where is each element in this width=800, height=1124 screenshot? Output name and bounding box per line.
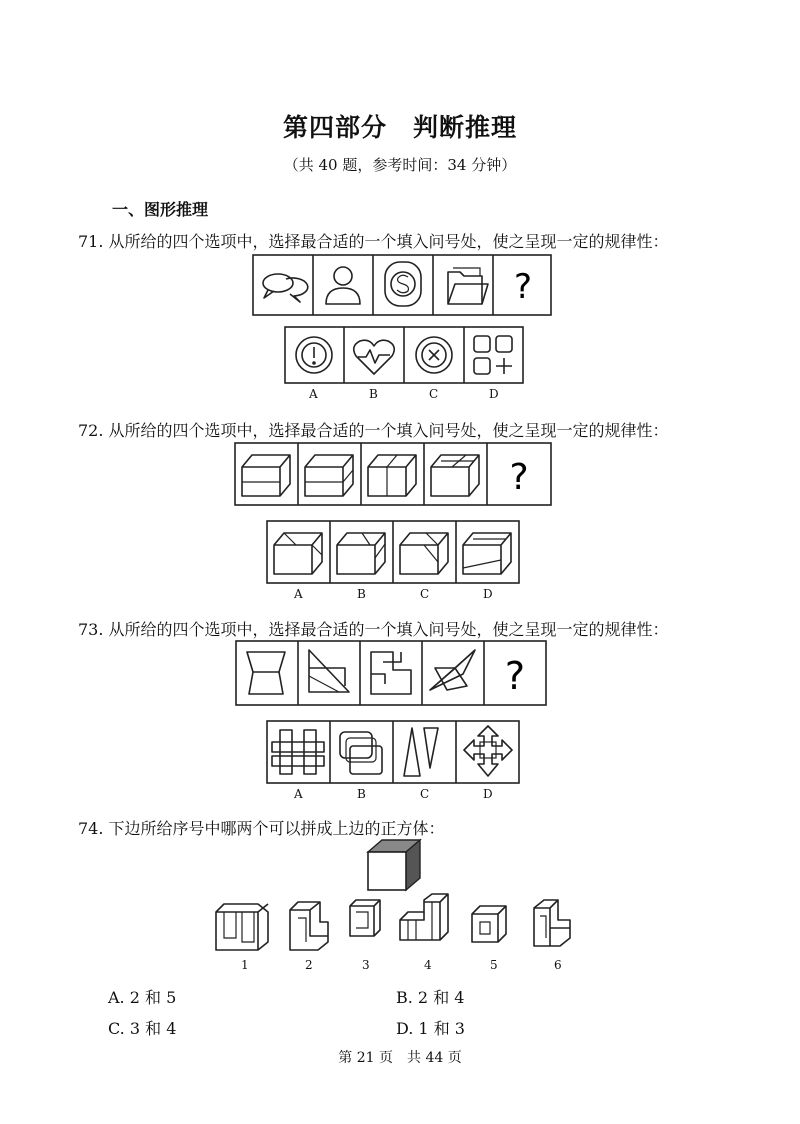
q73-option-b[interactable]: B: [357, 787, 366, 801]
box-figure-1: [242, 455, 290, 496]
box-figure-2: [305, 455, 353, 496]
q74-cube-figures: [210, 838, 590, 978]
q72-stem-figures: [234, 442, 552, 506]
chat-bubbles-icon: [263, 274, 308, 302]
question-74-text: 74. 下边所给序号中哪两个可以拼成上边的正方体：: [78, 819, 445, 838]
heart-pulse-icon: [354, 340, 395, 374]
user-icon: [326, 267, 360, 304]
q72-option-figures: [266, 520, 520, 584]
piece-label-5: 5: [490, 958, 498, 972]
q74-answer-c[interactable]: C. 3 和 4: [108, 1019, 177, 1038]
piece-1: [216, 904, 268, 950]
question-mark: ?: [504, 654, 526, 698]
q71-option-d[interactable]: D: [489, 387, 499, 401]
piece-label-6: 6: [554, 958, 562, 972]
apps-icon: [474, 336, 512, 374]
q71-option-b[interactable]: B: [369, 387, 378, 401]
pinwheel-figure: [430, 650, 475, 690]
box-option-b: [337, 533, 385, 574]
question-71-text: 71. 从所给的四个选项中，选择最合适的一个填入问号处，使之呈现一定的规律性：: [78, 232, 669, 251]
piece-3: [350, 900, 380, 936]
q72-option-d[interactable]: D: [483, 587, 493, 601]
q74-answer-a[interactable]: A. 2 和 5: [108, 988, 177, 1007]
trapezoid-figure: [247, 652, 285, 694]
q73-option-d[interactable]: D: [483, 787, 493, 801]
arrows-option-d: [464, 726, 512, 776]
q71-option-c[interactable]: C: [429, 387, 439, 401]
q71-stem-figures: [252, 254, 552, 316]
step-shape-figure: [371, 652, 411, 694]
q74-answer-b[interactable]: B. 2 和 4: [396, 988, 465, 1007]
piece-6: [534, 900, 570, 946]
q72-option-c[interactable]: C: [420, 587, 430, 601]
piece-2: [290, 902, 328, 950]
question-73-text: 73. 从所给的四个选项中，选择最合适的一个填入问号处，使之呈现一定的规律性：: [78, 620, 669, 639]
box-figure-4: [431, 455, 479, 496]
grid-shape-option-a: [272, 730, 324, 774]
piece-label-2: 2: [305, 958, 313, 972]
q74-answer-d[interactable]: D. 1 和 3: [396, 1019, 465, 1038]
piece-label-3: 3: [362, 958, 370, 972]
x-circle-icon: [416, 337, 452, 373]
page-subtitle: （共 40 题，参考时间：34 分钟）: [283, 156, 517, 174]
page-footer: 第 21 页 共 44 页: [338, 1050, 462, 1066]
box-option-d: [463, 533, 511, 574]
question-mark: ?: [509, 457, 529, 498]
box-figure-3: [368, 455, 416, 496]
q72-option-a[interactable]: A: [294, 587, 303, 601]
exclamation-icon: [296, 337, 332, 373]
q72-option-b[interactable]: B: [357, 587, 366, 601]
page-title: 第四部分 判断推理: [282, 113, 517, 142]
question-72-text: 72. 从所给的四个选项中，选择最合适的一个填入问号处，使之呈现一定的规律性：: [78, 421, 669, 440]
piece-label-1: 1: [241, 958, 249, 972]
q73-stem-figures: [235, 640, 547, 706]
piece-label-4: 4: [424, 958, 432, 972]
q73-option-c[interactable]: C: [420, 787, 430, 801]
triangles-option-c: [404, 728, 438, 776]
overlap-squares-option-b: [340, 732, 382, 774]
section-heading: 一、图形推理: [112, 200, 209, 219]
target-cube: [368, 840, 420, 890]
skype-icon: [385, 262, 421, 306]
q73-option-figures: [266, 720, 520, 784]
q73-option-a[interactable]: A: [294, 787, 303, 801]
triangle-figure: [309, 650, 349, 692]
piece-5: [472, 906, 506, 942]
q71-option-figures: [284, 326, 524, 384]
question-mark: ?: [513, 267, 533, 307]
piece-4: [400, 894, 448, 940]
folder-icon: [448, 268, 488, 304]
box-option-c: [400, 533, 448, 574]
q71-option-a[interactable]: A: [309, 387, 318, 401]
box-option-a: [274, 533, 322, 574]
